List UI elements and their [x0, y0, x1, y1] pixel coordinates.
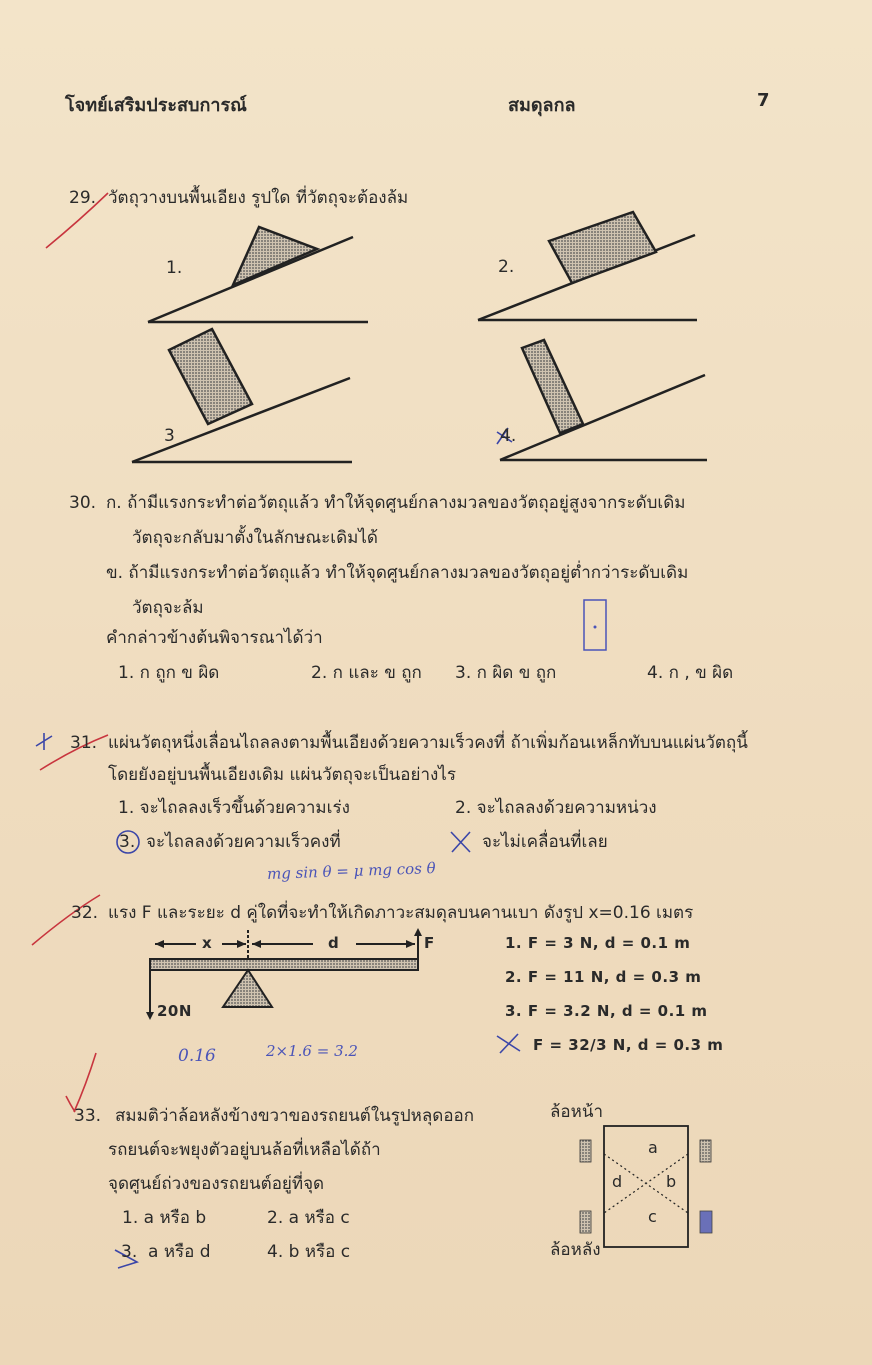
q32-choice-3: 3. F = 3.2 N, d = 0.1 m	[505, 1002, 708, 1020]
q29-text: วัตถุวางบนพื้นเอียง รูปใด ที่วัตถุจะต้องล้ม	[108, 188, 409, 208]
car-point-c: c	[648, 1207, 657, 1226]
q33-number: 33.	[74, 1106, 102, 1126]
q31-line-2: โดยยังอยู่บนพื้นเอียงเดิม แผ่นวัตถุจะเป็นอย่างไร	[108, 765, 456, 785]
q30-choice-3: 3. ก ผิด ข ถูก	[455, 663, 557, 683]
q33-choice-3: a หรือ d	[148, 1242, 211, 1262]
wheel-rear-left	[580, 1211, 591, 1233]
q31-handwritten-note: mg sin θ = μ mg cos θ	[266, 859, 436, 883]
q30-prompt: คำกล่าวข้างต้นพิจารณาได้ว่า	[106, 628, 323, 648]
q29-number: 29.	[69, 188, 97, 208]
q30-statement-b: ข. ถ้ามีแรงกระทำต่อวัตถุแล้ว ทำให้จุดศูนย์กลางมวลของวัตถุอยู่ต่ำกว่าระดับเดิม	[106, 563, 689, 583]
q32-text: แรง F และระยะ d คู่ใดที่จะทำให้เกิดภาวะสมดุลบนคานเบา ดังรูป x=0.16 เมตร	[108, 903, 694, 923]
q33-choice-1: 1. a หรือ b	[122, 1208, 207, 1228]
q30-statement-a: ก. ถ้ามีแรงกระทำต่อวัตถุแล้ว ทำให้จุดศูนย์กลางมวลของวัตถุอยู่สูงจากระดับเดิม	[106, 493, 686, 513]
q30-choice-2: 2. ก และ ข ถูก	[311, 663, 422, 683]
wheel-front-right	[700, 1140, 711, 1162]
q32-number: 32.	[71, 903, 99, 923]
car-point-b: b	[666, 1172, 677, 1191]
q33-line-1: สมมติว่าล้อหลังข้างขวาของรถยนต์ในรูปหลุดออก	[115, 1106, 475, 1126]
fig1-label: 1.	[166, 258, 183, 278]
q31-line-1: แผ่นวัตถุหนึ่งเลื่อนไถลลงตามพื้นเอียงด้วยความเร็วคงที่ ถ้าเพิ่มก้อนเหล็กทับบนแผ่นวัตถุนี้	[108, 733, 748, 753]
q33-line-2: รถยนต์จะพยุงตัวอยู่บนล้อที่เหลือได้ถ้า	[108, 1140, 381, 1160]
q30-statement-b-cont: วัตถุจะล้ม	[132, 598, 204, 618]
q32-handwritten-note-1: 0.16	[178, 1046, 216, 1066]
q30-statement-a-cont: วัตถุจะกลับมาตั้งในลักษณะเดิมได้	[132, 528, 378, 548]
car-point-a: a	[648, 1138, 658, 1157]
q33-choice-4: 4. b หรือ c	[267, 1242, 351, 1262]
q33-choice-3-number: 3.	[121, 1242, 138, 1262]
q33-line-3: จุดศูนย์ถ่วงของรถยนต์อยู่ที่จุด	[108, 1174, 325, 1194]
fig3-label: 3	[164, 426, 175, 446]
q31-choice-3: จะไถลลงด้วยความเร็วคงที่	[146, 832, 341, 852]
fig4-label: 4.	[500, 426, 517, 446]
lever-label-x: x	[202, 934, 213, 952]
lever-label-20N: 20N	[157, 1002, 192, 1020]
car-figure	[580, 1126, 712, 1247]
wheel-rear-right-scribbled	[700, 1211, 712, 1233]
q32-handwritten-note-2: 2×1.6 = 3.2	[266, 1042, 358, 1060]
q30-choice-1: 1. ก ถูก ข ผิด	[118, 663, 220, 683]
q32-choice-1: 1. F = 3 N, d = 0.1 m	[505, 934, 691, 952]
q31-choice-2: 2. จะไถลลงด้วยความหน่วง	[455, 798, 657, 818]
q32-choice-2: 2. F = 11 N, d = 0.3 m	[505, 968, 702, 986]
lever-label-d: d	[328, 934, 340, 952]
q33-choice-2: 2. a หรือ c	[267, 1208, 350, 1228]
q30-number: 30.	[69, 493, 97, 513]
car-front-label: ล้อหน้า	[550, 1102, 604, 1122]
q32-choice-4: F = 32/3 N, d = 0.3 m	[533, 1036, 724, 1054]
header-book-title: โจทย์เสริมประสบการณ์	[65, 95, 247, 116]
q31-choice-3-number: 3.	[119, 832, 136, 852]
q31-choice-1: 1. จะไถลลงเร็วขึ้นด้วยความเร่ง	[118, 798, 350, 818]
car-rear-label: ล้อหลัง	[550, 1240, 601, 1260]
car-point-d: d	[612, 1172, 623, 1191]
q31-number: 31.	[70, 733, 98, 753]
wheel-front-left	[580, 1140, 591, 1162]
header-page-number: 7	[757, 90, 770, 111]
header-chapter: สมดุลกล	[508, 95, 576, 116]
handwritten-box	[584, 600, 606, 650]
red-check-marks	[32, 193, 108, 1112]
q31-choice-4: จะไม่เคลื่อนที่เลย	[482, 832, 608, 852]
lever-label-F: F	[424, 934, 435, 952]
q30-choice-4: 4. ก , ข ผิด	[647, 663, 734, 683]
fig2-label: 2.	[498, 257, 515, 277]
incline-figure-4	[500, 340, 707, 460]
